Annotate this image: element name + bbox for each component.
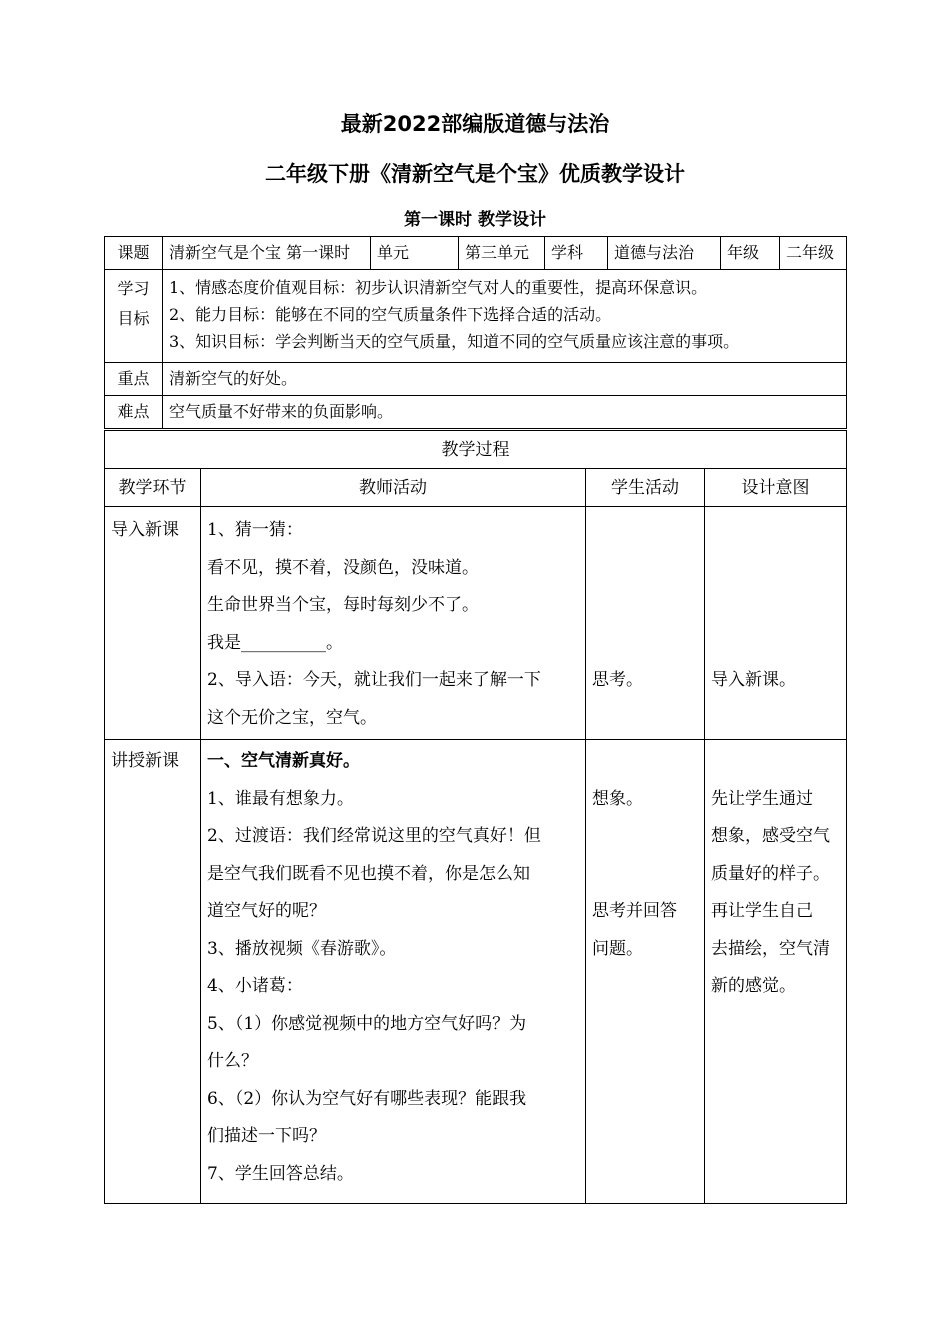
topic-value: 清新空气是个宝 第一课时 (163, 237, 371, 270)
goals-text (163, 270, 847, 363)
grade-value: 二年级 (780, 237, 847, 270)
unit-label: 单元 (371, 237, 459, 270)
document-subtitle: 二年级下册《清新空气是个宝》优质教学设计 (265, 162, 685, 186)
teacher-line: 7、学生回答总结。 (207, 1163, 354, 1184)
topic-row (105, 237, 847, 270)
process-header-row (105, 469, 847, 507)
stage-label: 讲授新课 (111, 751, 179, 771)
teacher-line: 这个无价之宝，空气。 (207, 707, 377, 728)
stage-label: 导入新课 (111, 520, 179, 540)
process-title: 教学过程 (105, 431, 847, 469)
key-point-row (105, 363, 847, 396)
key-point-value: 清新空气的好处。 (163, 363, 847, 396)
subject-label: 学科 (545, 237, 608, 270)
student-line: 思考。 (592, 670, 643, 690)
teacher-line: 1、谁最有想象力。 (207, 788, 354, 809)
teacher-line: 生命世界当个宝，每时每刻少不了。 (207, 595, 479, 615)
intent-line: 导入新课。 (711, 670, 796, 690)
teacher-line: 5、（1）你感觉视频中的地方空气好吗？为 (207, 1013, 527, 1034)
intent-line: 新的感觉。 (711, 976, 796, 996)
teacher-line: 6、（2）你认为空气好有哪些表现？能跟我 (207, 1088, 527, 1109)
key-point-label: 重点 (105, 363, 163, 396)
intent-line: 质量好的样子。 (711, 863, 830, 884)
student-line: 想象。 (592, 788, 643, 809)
student-line: 思考并回答 (592, 901, 677, 921)
process-title-row (105, 431, 847, 469)
section-heading: 一、空气清新真好。 (207, 751, 360, 771)
goals-label (105, 270, 163, 363)
header-student: 学生活动 (586, 469, 705, 507)
stage-new-lesson (105, 740, 201, 1204)
teacher-activity-new-lesson (201, 740, 586, 1204)
teacher-line: 2、过渡语：我们经常说这里的空气真好！但 (207, 826, 541, 846)
difficulty-value: 空气质量不好带来的负面影响。 (163, 396, 847, 429)
section-intro-row (105, 507, 847, 740)
teacher-line: 是空气我们既看不见也摸不着，你是怎么知 (207, 863, 530, 884)
teaching-process-table (104, 430, 847, 1204)
design-intent-intro (705, 507, 847, 740)
intent-line: 再让学生自己 (711, 901, 813, 921)
lesson-info-table (104, 236, 847, 429)
document-title: 最新2022部编版道德与法治 (340, 112, 610, 136)
stage-intro (105, 507, 201, 740)
header-stage: 教学环节 (105, 469, 201, 507)
student-line: 问题。 (592, 938, 643, 959)
teacher-line: 什么？ (207, 1051, 258, 1071)
goal-item: 2、能力目标：能够在不同的空气质量条件下选择合适的活动。 (169, 305, 612, 324)
difficulty-label: 难点 (105, 396, 163, 429)
lesson-heading: 第一课时 教学设计 (404, 210, 546, 230)
intent-line: 去描绘，空气清 (711, 938, 830, 959)
goal-item: 3、知识目标：学会判断当天的空气质量，知道不同的空气质量应该注意的事项。 (169, 332, 740, 351)
teacher-line: 我是__________。 (207, 632, 343, 653)
design-intent-new-lesson (705, 740, 847, 1204)
goals-row (105, 270, 847, 363)
teacher-line: 1、猜一猜： (207, 520, 303, 540)
teacher-activity-intro (201, 507, 586, 740)
teacher-line: 道空气好的呢？ (207, 901, 326, 921)
intent-line: 先让学生通过 (711, 788, 813, 809)
unit-value: 第三单元 (459, 237, 545, 270)
goal-item: 1、情感态度价值观目标：初步认识清新空气对人的重要性，提高环保意识。 (169, 278, 708, 297)
grade-label: 年级 (721, 237, 780, 270)
header-teacher: 教师活动 (201, 469, 586, 507)
teacher-line: 2、导入语：今天，就让我们一起来了解一下 (207, 670, 541, 690)
teacher-line: 看不见，摸不着，没颜色，没味道。 (207, 557, 479, 578)
intent-line: 想象，感受空气 (711, 826, 830, 846)
goals-label-line2: 目标 (117, 309, 150, 328)
teacher-line: 们描述一下吗？ (207, 1126, 326, 1146)
subject-value: 道德与法治 (608, 237, 721, 270)
teacher-line: 4、小诸葛： (207, 976, 303, 996)
teacher-line: 3、播放视频《春游歌》。 (207, 938, 397, 959)
difficulty-row (105, 396, 847, 429)
student-activity-intro (586, 507, 705, 740)
student-activity-new-lesson (586, 740, 705, 1204)
header-intent: 设计意图 (705, 469, 847, 507)
section-new-lesson-row (105, 740, 847, 1204)
goals-label-line1: 学习 (117, 279, 150, 298)
topic-label: 课题 (105, 237, 163, 270)
